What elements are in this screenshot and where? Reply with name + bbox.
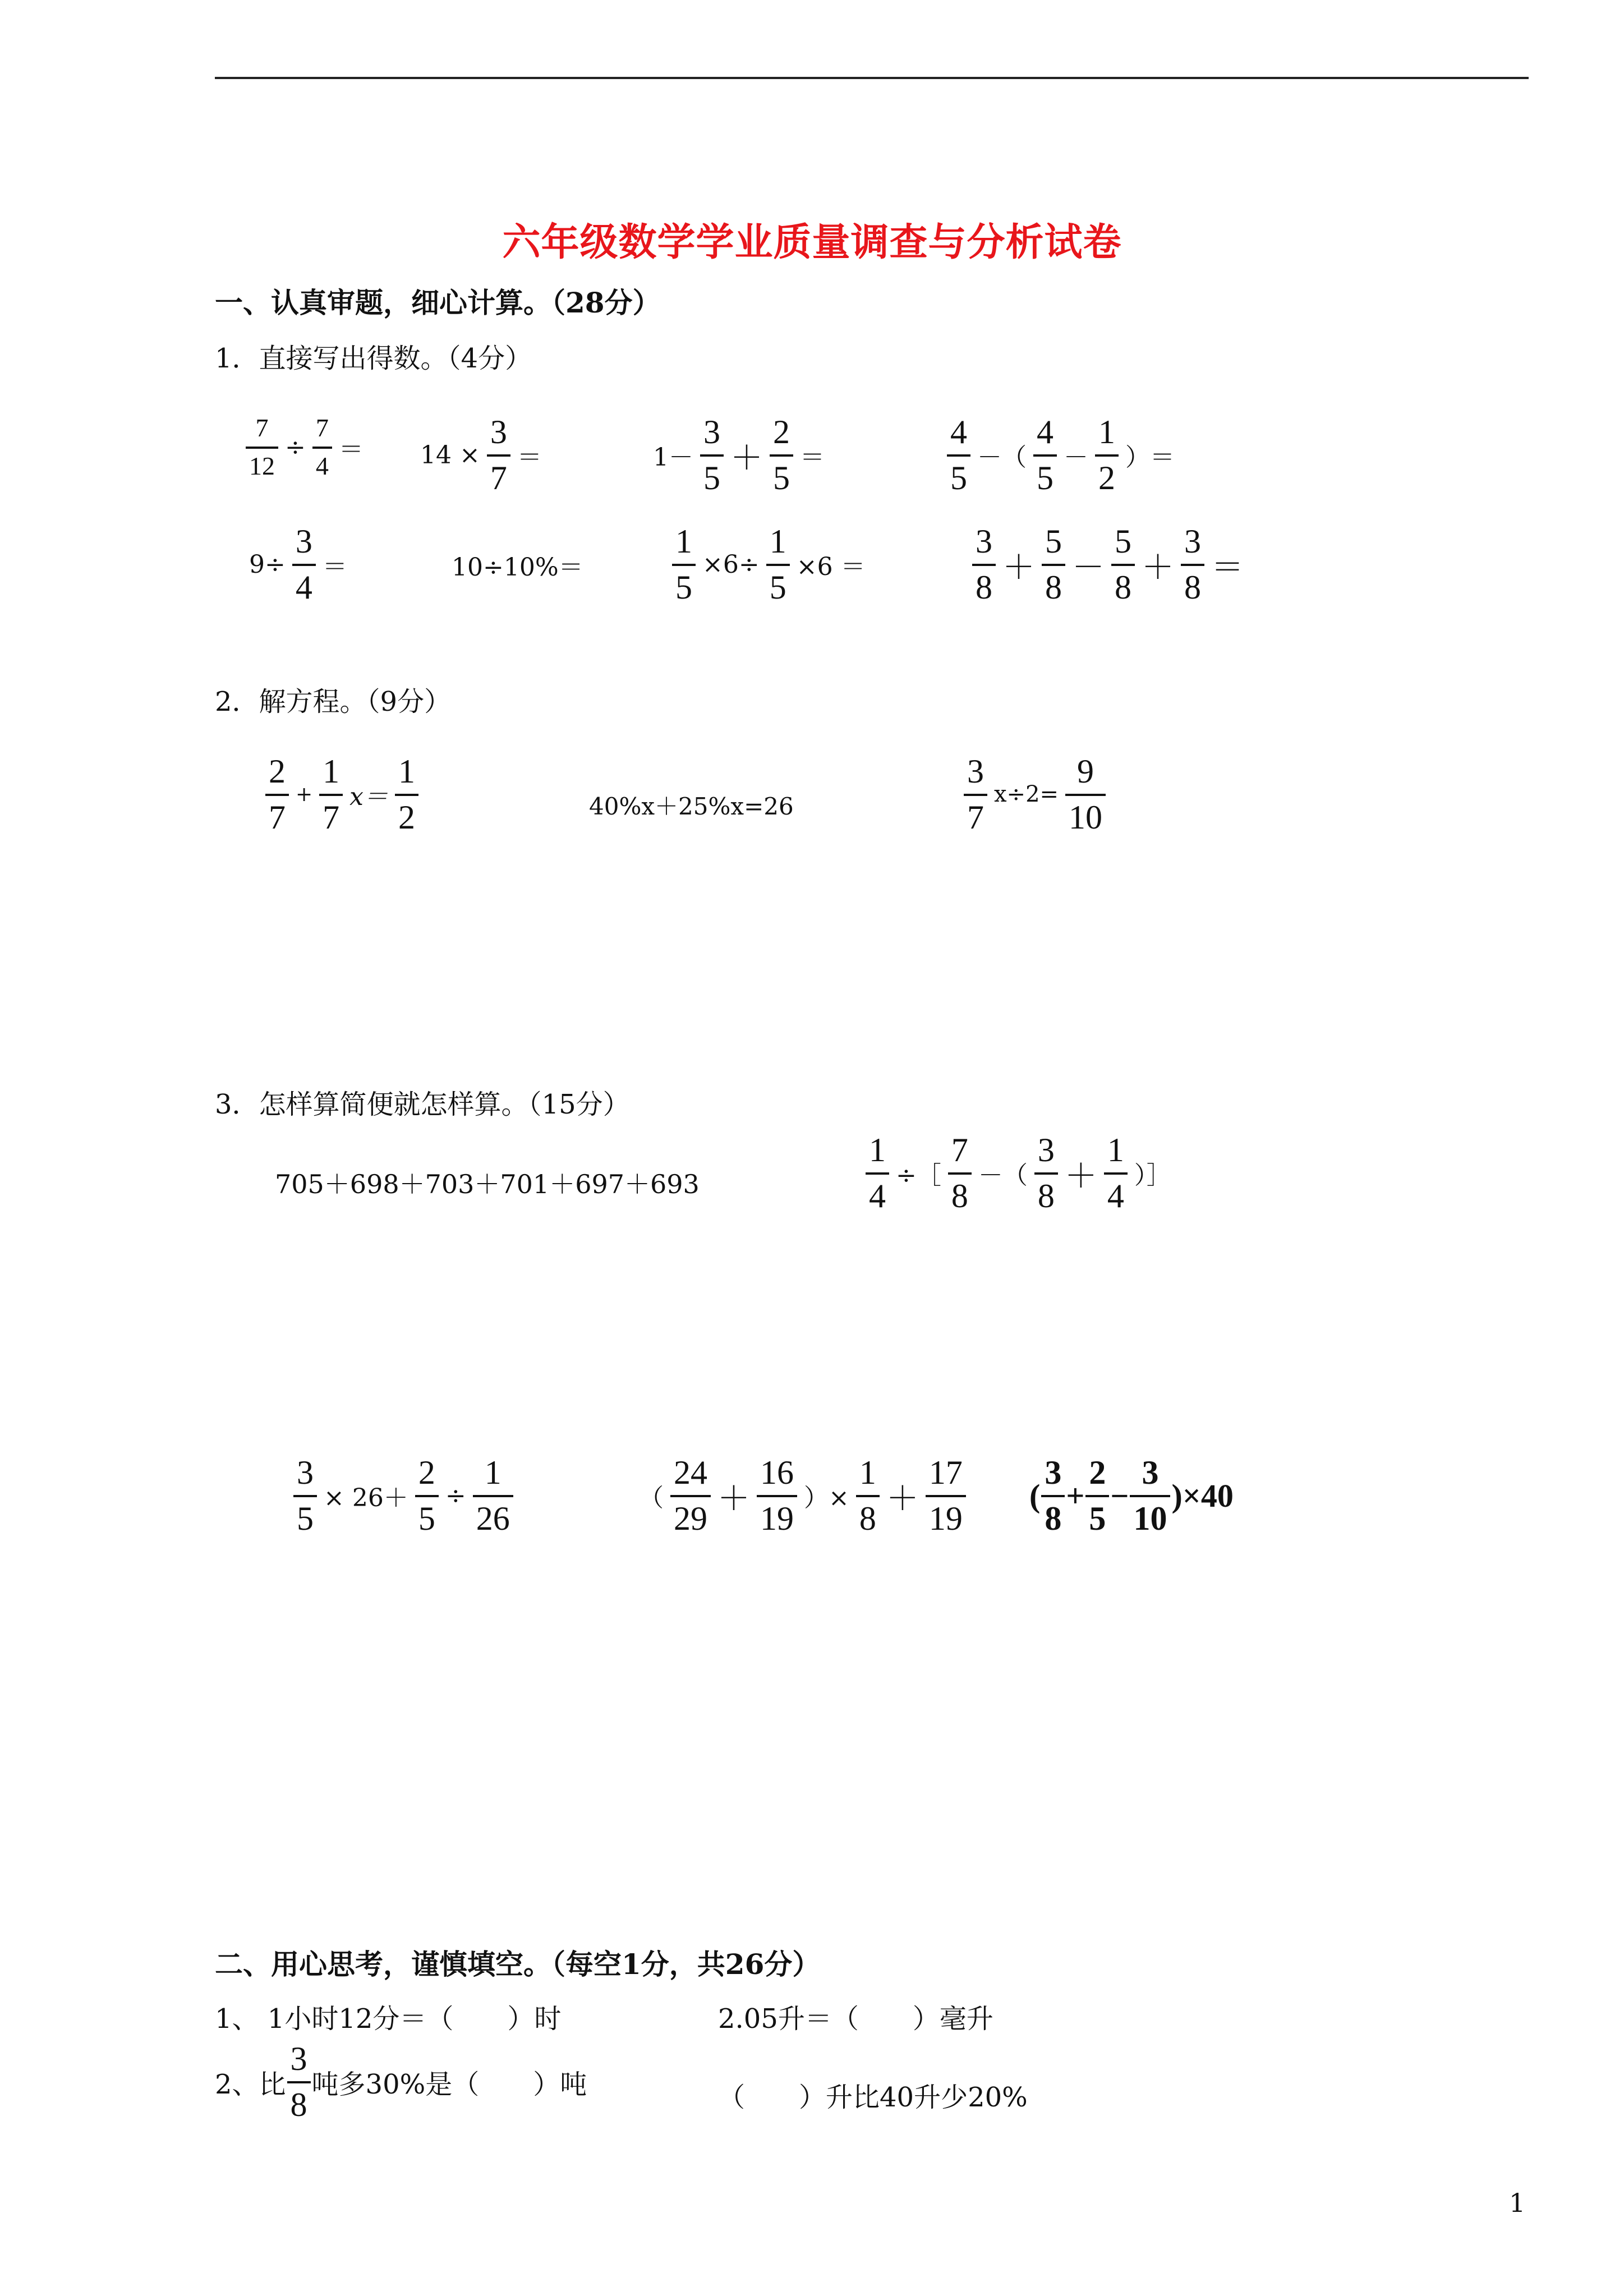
fraction: 3 7 [487,415,510,495]
section2-heading: 二、用心思考，谨慎填空。（每空1分，共26分） [215,1948,821,1981]
q1-expr-7: 1 5 ×6÷ 1 5 ×6 ＝ [668,524,868,604]
q2-equation-2: 40%x＋25%x=26 [589,793,794,820]
fraction: 3 7 [964,754,987,834]
fraction: 16 19 [757,1456,797,1535]
fraction: 3 8 [972,524,996,604]
fraction: 1 4 [1104,1133,1128,1213]
fraction: 2 5 [1085,1456,1109,1535]
q2-label: 2．解方程。（9分） [215,686,452,717]
header-rule [215,77,1529,79]
fill-item-2b: （ ）升比40升少20% [718,2082,1028,2113]
page-number: 1 [1509,2188,1526,2218]
q3-expr-3: 3 5 × 26＋ 2 5 ÷ 1 26 [289,1456,518,1535]
q1-expr-2: 14 × 3 7 ＝ [420,413,542,496]
fraction: 3 8 [287,2042,311,2122]
fraction: 1 26 [473,1456,513,1535]
fill-item-1b: 2.05升＝（ ）毫升 [718,2003,993,2035]
fraction: 1 5 [766,524,790,604]
fraction: 3 4 [292,524,316,604]
q1-expr-4: 4 5 －（ 4 5 － 1 2 ）＝ [942,415,1177,495]
fraction: 1 4 [866,1133,889,1213]
q3-expr-5: ( 3 8 + 2 5 − 3 10 )×40 [1029,1454,1234,1537]
fraction: 4 5 [947,415,970,495]
fraction: 3 8 [1034,1133,1058,1213]
q3-label: 3．怎样算简便就怎样算。（15分） [215,1089,630,1120]
fraction: 1 2 [395,754,418,834]
q3-expr-1: 705＋698＋703＋701＋697＋693 [275,1169,700,1199]
fraction: 3 10 [1130,1456,1170,1535]
fraction: 7 8 [948,1133,972,1213]
fraction: 1 5 [672,524,696,604]
page-title: 六年级数学学业质量调查与分析试卷 [502,220,1122,265]
fraction: 3 5 [293,1456,317,1535]
fill-item-2a: 2、比 3 8 吨多30%是（ ）吨 [215,2040,587,2123]
q1-expr-3: 1－ 3 5 ＋ 2 5 ＝ [653,413,825,496]
fraction: 2 7 [265,754,289,834]
fraction: 7 12 [246,415,278,479]
q1-expr-6: 10÷10%＝ [452,553,583,582]
fraction: 2 5 [770,415,793,495]
q1-expr-1: 7 12 ÷ 7 4 ＝ [241,415,366,479]
q2-equation-1: 2 7 + 1 7 x＝ 1 2 [261,754,423,834]
fraction: 1 7 [319,754,343,834]
fraction: 24 29 [670,1456,711,1535]
fraction: 17 19 [926,1456,966,1535]
fraction: 9 10 [1065,754,1106,834]
q2-equation-3: 3 7 x÷2= 9 10 [959,754,1110,834]
fraction: 3 5 [700,415,724,495]
fraction: 5 8 [1111,524,1135,604]
q1-expr-5: 9÷ 3 4 ＝ [249,523,347,606]
q1-label: 1．直接写出得数。（4分） [215,343,532,374]
fill-item-1a: 1、 1小时12分＝（ ）时 [215,2003,562,2035]
fraction: 1 2 [1095,415,1119,495]
fraction: 2 5 [415,1456,439,1535]
q3-expr-4: （ 24 29 ＋ 16 19 ）× 1 8 ＋ 17 19 [637,1456,970,1535]
fraction: 4 5 [1033,415,1057,495]
fraction: 3 8 [1041,1456,1065,1535]
q1-expr-8: 3 8 ＋ 5 8 － 5 8 ＋ 3 8 ＝ [968,524,1246,604]
fraction: 7 4 [312,415,332,479]
section1-heading: 一、认真审题，细心计算。（28分） [215,286,661,319]
fraction: 1 8 [856,1456,880,1535]
q3-expr-2: 1 4 ÷［ 7 8 －（ 3 8 ＋ 1 4 ）］ [861,1133,1174,1213]
fraction: 3 8 [1181,524,1204,604]
fraction: 5 8 [1042,524,1065,604]
